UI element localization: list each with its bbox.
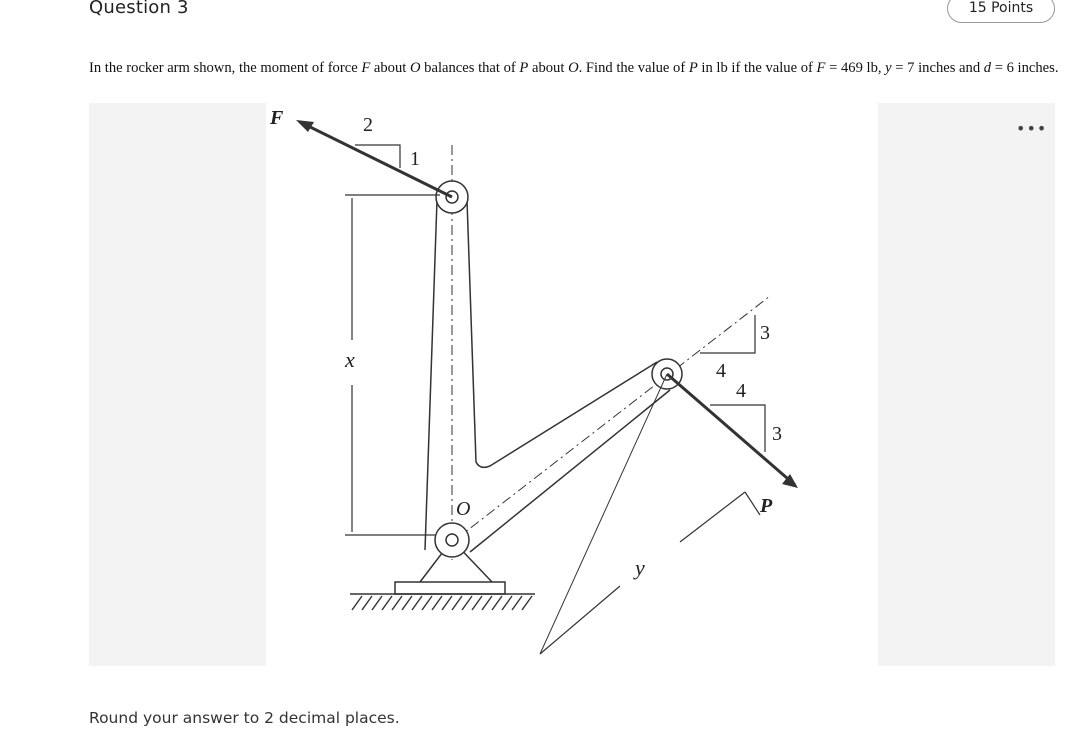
ground-hatch [350,594,535,610]
slope-triangle-top [700,315,755,353]
more-horizontal-icon[interactable]: ••• [1016,119,1048,138]
image-panel-left [89,103,266,666]
question-title: Question 3 [89,0,189,18]
label-P: P [760,495,773,517]
label-three-top: 3 [760,322,770,344]
force-F-arrowhead [296,120,314,132]
label-four-a: 4 [716,360,726,382]
label-one: 1 [410,148,420,170]
label-x: x [345,347,355,372]
label-three-b: 3 [772,423,782,445]
label-F: F [270,107,284,129]
label-four-b: 4 [736,380,746,402]
rocker-arm-figure [266,103,878,666]
dimension-x [345,195,440,535]
rocker-arm-diagram [266,103,878,666]
image-panel-right [878,103,1055,666]
question-prompt: In the rocker arm shown, the moment of force F about O balances that of P about O. Find the value of P in lb if the value of F = 469 lb, y = 7 inches and d = 6 inches. [89,60,1059,76]
dimension-y [540,492,760,654]
slope-triangle-F [355,145,400,168]
slope-triangle-P [710,405,765,452]
rounding-instruction: Round your answer to 2 decimal places. [89,709,400,727]
points-badge: 15 Points [947,0,1055,23]
label-y: y [635,555,645,580]
pivot-O-pin [435,523,469,557]
force-F-arrow [300,122,452,197]
label-O: O [456,498,471,520]
label-two: 2 [363,114,373,136]
